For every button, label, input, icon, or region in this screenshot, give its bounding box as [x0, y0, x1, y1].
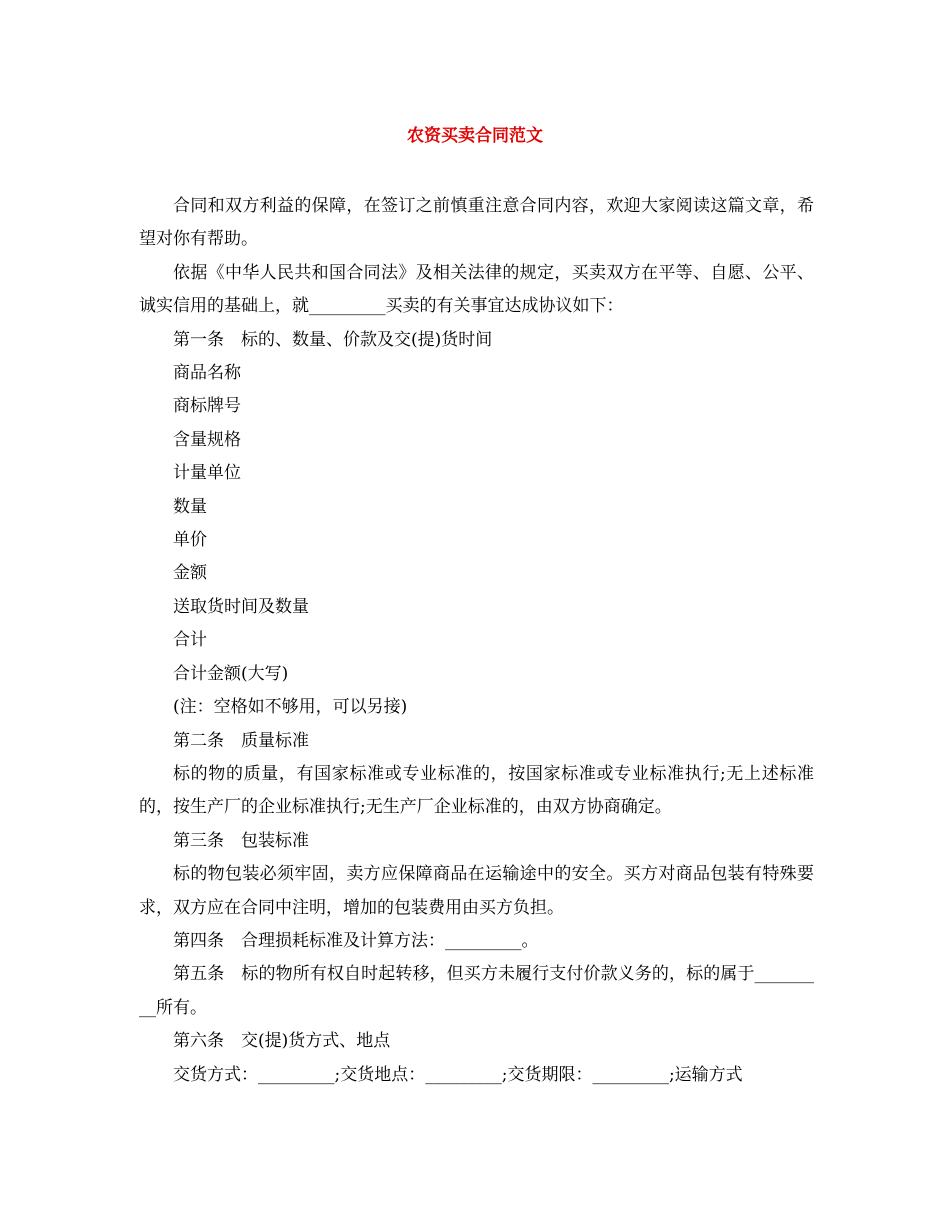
list-item: 合计 — [173, 630, 207, 651]
list-item: 商标牌号 — [173, 396, 241, 417]
article-heading: 第三条 包装标准 — [173, 830, 309, 851]
list-item: 合计金额(大写) — [173, 663, 289, 684]
paragraph: 交货方式：_________;交货地点：_________;交货期限：_________;运输方式 — [173, 1064, 743, 1085]
list-item: 送取货时间及数量 — [173, 596, 309, 617]
article-heading: 第五条 标的物所有权自时起转移，但买方未履行支付价款义务的，标的属于_________所有。 — [139, 964, 814, 1018]
list-item: 计量单位 — [173, 463, 241, 484]
article-heading: 第二条 质量标准 — [173, 730, 309, 751]
list-item: 单价 — [173, 530, 207, 551]
document-title: 农资买卖合同范文 — [407, 126, 543, 146]
paragraph: 合同和双方利益的保障，在签订之前慎重注意合同内容，欢迎大家阅读这篇文章，希望对你有帮助。 — [139, 196, 814, 250]
list-item: 金额 — [173, 563, 207, 584]
article-heading: 第六条 交(提)货方式、地点 — [173, 1031, 391, 1052]
paragraph: 标的物包装必须牢固，卖方应保障商品在运输途中的安全。买方对商品包装有特殊要求，双方应在合同中注明，增加的包装费用由买方负担。 — [139, 864, 814, 918]
article-heading: 第一条 标的、数量、价款及交(提)货时间 — [173, 329, 493, 350]
paragraph: 依据《中华人民共和国合同法》及相关法律的规定，买卖双方在平等、自愿、公平、诚实信用的基础上，就_________买卖的有关事宜达成协议如下： — [139, 262, 814, 317]
paragraph: 标的物的质量，有国家标准或专业标准的，按国家标准或专业标准执行;无上述标准的，按生产厂的企业标准执行;无生产厂企业标准的，由双方协商确定。 — [139, 763, 814, 818]
list-item: 商品名称 — [173, 363, 241, 384]
document-body — [139, 190, 814, 1092]
list-item: 数量 — [173, 496, 207, 517]
list-item: 含量规格 — [173, 429, 241, 450]
note: (注：空格如不够用，可以另接) — [173, 697, 408, 718]
article-heading: 第四条 合理损耗标准及计算方法：_________。 — [173, 930, 539, 951]
